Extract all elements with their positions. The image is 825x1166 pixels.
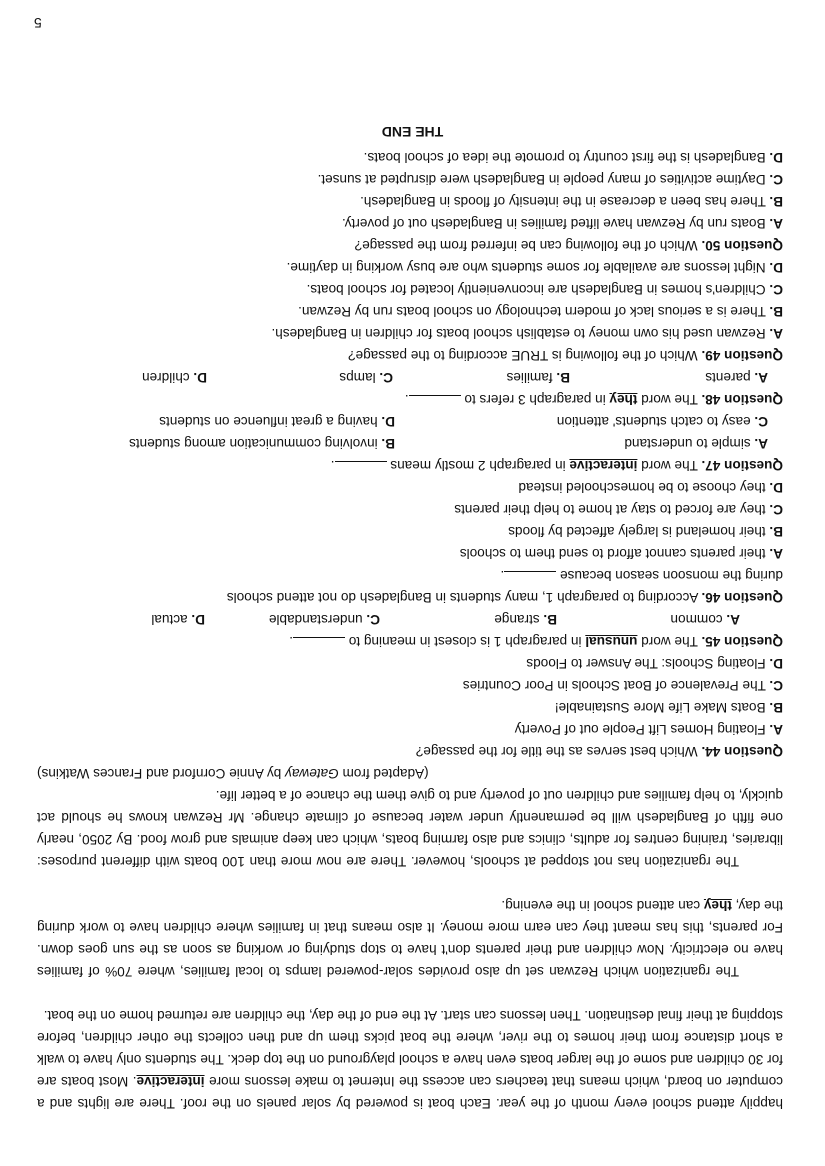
option-44-b[interactable] [37, 696, 783, 718]
option-49-a[interactable] [37, 322, 783, 344]
option-48-b[interactable] [507, 366, 570, 388]
option-text: parents [705, 370, 751, 385]
question-47 [37, 454, 783, 476]
option-label: A. [769, 216, 783, 231]
option-label: B. [769, 194, 783, 209]
question-number: Question 49. [701, 348, 783, 363]
passage-paragraph-3 [37, 894, 783, 982]
option-text: understandable [268, 612, 363, 627]
option-text: actual [151, 612, 188, 627]
question-text: Which of the following can be inferred from the passage? [354, 238, 702, 253]
option-label: B. [381, 436, 395, 451]
answer-blank [335, 461, 387, 474]
option-label: C. [769, 282, 783, 297]
option-text: Boats Make Life More Sustainable! [554, 700, 766, 715]
option-45-c[interactable] [269, 608, 380, 630]
question-text: . [404, 392, 409, 407]
option-label: C. [379, 370, 393, 385]
question-text: in paragraph 2 mostly means [390, 458, 570, 473]
option-text: Rezwan used his own money to establish school boats for children in Bangladesh. [271, 326, 766, 341]
question-text: in paragraph 3 refers to [464, 392, 610, 407]
option-label: A. [726, 612, 740, 627]
option-44-d[interactable] [37, 652, 783, 674]
option-text: Children's homes in Bangladesh are inconveniently located for school boats. [306, 282, 766, 297]
option-label: C. [769, 502, 783, 517]
paragraph-text: can attend school in the evening. [501, 898, 704, 914]
question-50 [37, 234, 783, 256]
question-46-continued [37, 564, 783, 586]
option-48-d[interactable] [142, 366, 207, 388]
option-50-d[interactable] [37, 146, 783, 168]
option-text: Daytime activities of many people in Bangladesh were disrupted at sunset. [317, 172, 766, 187]
question-44 [37, 740, 783, 762]
option-48-c[interactable] [339, 366, 393, 388]
option-text: children [142, 370, 190, 385]
question-text: The word [637, 392, 702, 407]
paragraph-text: happily attend school every month of the year. Each boat is powered by solar panels on the roof. There are lights and a computer on board, which means that teachers can access the Internet to make lessons more [37, 1074, 783, 1111]
option-label: C. [366, 612, 380, 627]
question-text: . [330, 458, 335, 473]
option-text: strange [494, 612, 540, 627]
question-text: According to paragraph 1, many students in Bangladesh do not attend schools [226, 590, 702, 605]
option-47-d[interactable] [159, 410, 395, 432]
option-47-a[interactable] [624, 432, 768, 454]
option-50-a[interactable] [37, 212, 783, 234]
option-50-c[interactable] [37, 168, 783, 190]
option-49-d[interactable] [37, 256, 783, 278]
option-49-c[interactable] [37, 278, 783, 300]
passage-paragraph-4 [37, 784, 783, 872]
question-text: during the monsoon season because [560, 568, 783, 583]
option-text: easy to catch students' attention [556, 414, 751, 429]
option-label: D. [193, 370, 207, 385]
highlighted-word: interactive [569, 458, 638, 473]
option-label: D. [769, 150, 783, 165]
question-text: The word [637, 458, 702, 473]
option-label: A. [769, 326, 783, 341]
option-text: having a great influence on students [159, 414, 378, 429]
paragraph-text: The rganization has not stopped at schools, however. There are now more than 100 boats with different purposes: libraries, training centres for adults, clinics and also farming boats, which can keep animals and grow food. By 2050, nearly one fifth of Bangladesh will be permanently under water because of climate change. Mr Rezwan knows he should act quickly, to help families and children out of poverty and to give them the chance of a better life. [37, 788, 783, 869]
option-label: B. [769, 524, 783, 539]
option-label: C. [769, 678, 783, 693]
option-label: B. [769, 304, 783, 319]
answer-blank [409, 395, 461, 408]
option-text: There is a serious lack of modern technology on school boats run by Rezwan. [298, 304, 766, 319]
option-label: D. [769, 480, 783, 495]
passage-paragraph-2 [37, 1004, 783, 1114]
option-label: B. [769, 700, 783, 715]
source-text: (Adapted from [338, 766, 429, 781]
option-49-b[interactable] [37, 300, 783, 322]
question-number: Question 45. [701, 634, 783, 649]
option-text: Floating Homes Lift People out of Poverty [514, 722, 766, 737]
question-number: Question 50. [701, 238, 783, 253]
option-text: The Prevalence of Boat Schools in Poor Countries [462, 678, 766, 693]
option-text: they are forced to stay at home to help their parents [454, 502, 766, 517]
question-45 [37, 630, 783, 652]
option-text: involving communication among students [129, 436, 378, 451]
question-text: Which of the following is TRUE according to the passage? [348, 348, 702, 363]
question-text: The word [637, 634, 702, 649]
option-label: A. [754, 370, 768, 385]
highlighted-word-interactive: interactive [136, 1074, 205, 1090]
answer-blank [293, 637, 345, 650]
question-text: . [289, 634, 293, 649]
answer-blank [504, 571, 556, 584]
paragraph-text: . Most boats are for 30 children and some of the larger boats even have a school playground on the top deck. The students only have to walk a short distance from their homes to the river, where the boat picks them up and then collects the other children, before stopping at their final destination. Then lessons can start. At the end of the day, the children are returned home on the boat. [36, 1008, 783, 1090]
option-text: their homeland is largely affected by floods [508, 524, 766, 539]
option-44-c[interactable] [37, 674, 783, 696]
page-number: 5 [34, 15, 42, 31]
question-text: Which best serves as the title for the passage? [415, 744, 702, 759]
source-title: Gateway [285, 766, 339, 781]
highlighted-word: unusual [585, 634, 638, 649]
option-label: C. [754, 414, 768, 429]
end-marker: THE END [381, 124, 444, 140]
question-text: in paragraph 1 is closest in meaning to [348, 634, 586, 649]
question-text: . [500, 568, 505, 583]
option-45-a[interactable] [671, 608, 741, 630]
passage-source [37, 762, 783, 784]
option-label: A. [769, 546, 783, 561]
option-45-d[interactable] [151, 608, 205, 630]
option-text: simple to understand [624, 436, 751, 451]
option-47-c[interactable] [557, 410, 768, 432]
option-text: common [670, 612, 723, 627]
option-text: Night lessons are available for some students who are busy working in daytime. [286, 260, 766, 275]
option-label: C. [769, 172, 783, 187]
option-50-b[interactable] [37, 190, 783, 212]
option-46-a[interactable] [37, 542, 783, 564]
option-label: B. [556, 370, 570, 385]
option-text: Floating Schools: The Answer to Floods [526, 656, 766, 671]
option-label: A. [769, 722, 783, 737]
question-48 [37, 388, 783, 410]
question-46 [37, 586, 783, 608]
highlighted-word: they [609, 392, 638, 407]
option-44-a[interactable] [37, 718, 783, 740]
highlighted-word-they: they [703, 898, 732, 914]
option-label: A. [754, 436, 768, 451]
option-45-b[interactable] [494, 608, 557, 630]
option-label: D. [381, 414, 395, 429]
option-text: they choose to be homeschooled instead [518, 480, 766, 495]
question-number: Question 44. [701, 744, 783, 759]
option-text: families [506, 370, 553, 385]
option-text: There has been a decrease in the intensity of floods in Bangladesh. [360, 194, 766, 209]
option-text: Boats run by Rezwan have lifted families in Bangladesh out of poverty. [341, 216, 766, 231]
option-label: D. [769, 656, 783, 671]
option-text: their parents cannot afford to send them to schools [459, 546, 766, 561]
option-46-d[interactable] [37, 476, 783, 498]
option-text: Bangladesh is the first country to promote the idea of school boats. [363, 150, 766, 165]
option-label: B. [543, 612, 557, 627]
option-text: lamps [339, 370, 376, 385]
source-text: by Annie Cornford and Frances Watkins) [37, 766, 286, 781]
option-48-a[interactable] [705, 366, 768, 388]
question-number: Question 47. [701, 458, 783, 473]
option-46-c[interactable] [37, 498, 783, 520]
question-number: Question 48. [701, 392, 783, 407]
option-label: D. [769, 260, 783, 275]
question-number: Question 46. [701, 590, 783, 605]
paragraph-text: The rganization which Rezwan set up also provides solar-powered lamps to local families, where 70% of families have no electricity. Now children and their parents don't have to stop studying or working as soon as the sun goes down. For parents, this has meant they can earn more money. It also means that in families where children have to work during the day, [37, 898, 783, 979]
question-49 [37, 344, 783, 366]
option-47-b[interactable] [129, 432, 395, 454]
option-46-b[interactable] [37, 520, 783, 542]
option-label: D. [191, 612, 205, 627]
